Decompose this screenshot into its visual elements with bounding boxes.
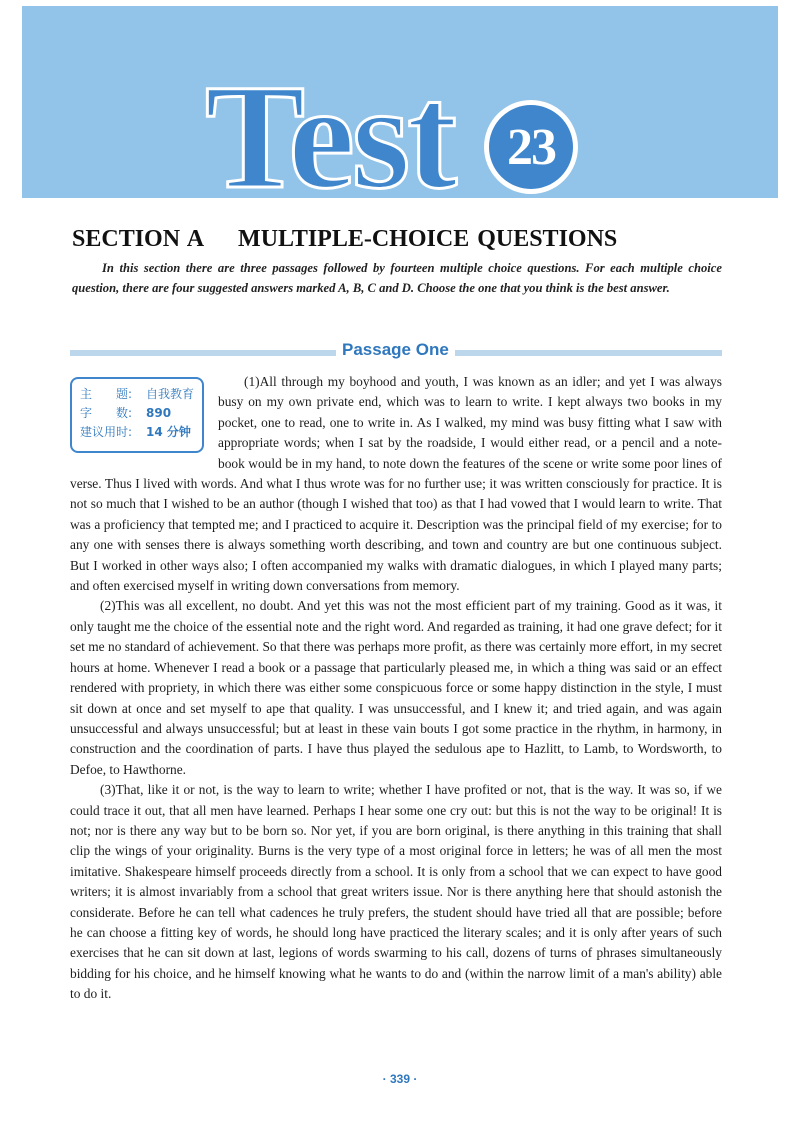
section-heading-b: MULTIPLE-CHOICE QUESTIONS — [238, 226, 618, 252]
section-heading — [72, 226, 617, 253]
page-number: · 339 · — [382, 1072, 418, 1086]
passage-label: Passage One — [336, 340, 455, 360]
test-number-badge — [484, 100, 578, 194]
test-title: Test — [205, 54, 455, 220]
paragraph-3: (3)That, like it or not, is the way to learn to write; whether I have profited or not, that is the way. It was so, if we could trace it out, that all men have learned. Perhaps I hear some one cry out: but this is not the way to be original! It is not; nor is there any way but to be born so. Nor yet, if you are born original, is there anything in this training that shall clip the wings of your originality. Burns is the very type of a most original force in letters; he was of all men the most imitative. Shakespeare himself proceeds directly from a school. It is only from a school that we can expect to have good writers; it is almost invariably from a school that great writers issue. Nor is there anything here that should astonish the considerate. Before he can tell what cadences he truly prefers, the student should have tried all that are possible; before he can choose a fitting key of words, he should long have practiced the literary scales; and it is only after years of such exercises that he can sit down at last, legions of words swarming to his call, dozens of turns of phrases simultaneously bidding for his choice, and he himself knowing what he wants to do and (within the narrow limit of a man's ability) able to do it. — [70, 782, 722, 1002]
section-heading-a: SECTION A — [72, 226, 205, 252]
info-topic: 主 题: 自我教育 — [80, 387, 195, 401]
test-number: 23 — [507, 118, 555, 176]
passage-info-box — [70, 377, 204, 453]
paragraph-1: (1)All through my boyhood and youth, I was known as an idler; and yet I was always busy on my own private end, which was to learn to write. I kept always two books in my pocket, one to read, one to write in. As I walked, my mind was busy fitting what I saw with appropriate words; when I sat by the roadside, I would either read, or a pencil and a note-book would be in my hand, to note down the features of the scene or write some poor lines of verse. Thus I lived with words. And what I thus wrote was for no further use; it was written consciously for practice. It is not so much that I wished to be an author (though I wished that too) as that I had vowed that I would learn to write. That was a proficiency that tempted me; and I practiced to acquire it. Description was the principal field of my exercise; for to any one with senses there is always something worth describing, and town and country are but one continuous subject. But I worked in other ways also; I often accompanied my walks with dramatic dialogues, in which I played many parts; and often exercised myself in writing down conversations from memory. — [70, 374, 722, 594]
info-suggested-time: 建议用时: 14 分钟 — [80, 425, 191, 439]
passage-body — [70, 372, 722, 1005]
section-instructions: In this section there are three passages followed by fourteen multiple choice questions. For each multiple choice question, there are four suggested answers marked A, B, C and D. Choose the one that you think is the best answer. — [72, 261, 722, 295]
paragraph-2: (2)This was all excellent, no doubt. And yet this was not the most efficient part of my training. Good as it was, it only taught me the choice of the essential note and the right word. And regarded as training, it had one grave defect; for it set me no standard of achievement. So that there was perhaps more profit, as there was certainly more effort, in my secret hours at home. Whenever I read a book or a passage that particularly pleased me, in which a thing was said or an effect rendered with propriety, in which there was either some conspicuous force or some happy distinction in the style, I must sit down at once and set myself to ape that quality. I was unsuccessful, and I knew it; and tried again, and was again unsuccessful and always unsuccessful; but at least in these vain bouts I got some practice in the rhythm, in harmony, in construction and the coordination of parts. I have thus played the sedulous ape to Hazlitt, to Lamb, to Wordsworth, to Defoe, to Hawthorne. — [70, 598, 722, 777]
info-word-count: 字 数: 890 — [80, 406, 172, 420]
